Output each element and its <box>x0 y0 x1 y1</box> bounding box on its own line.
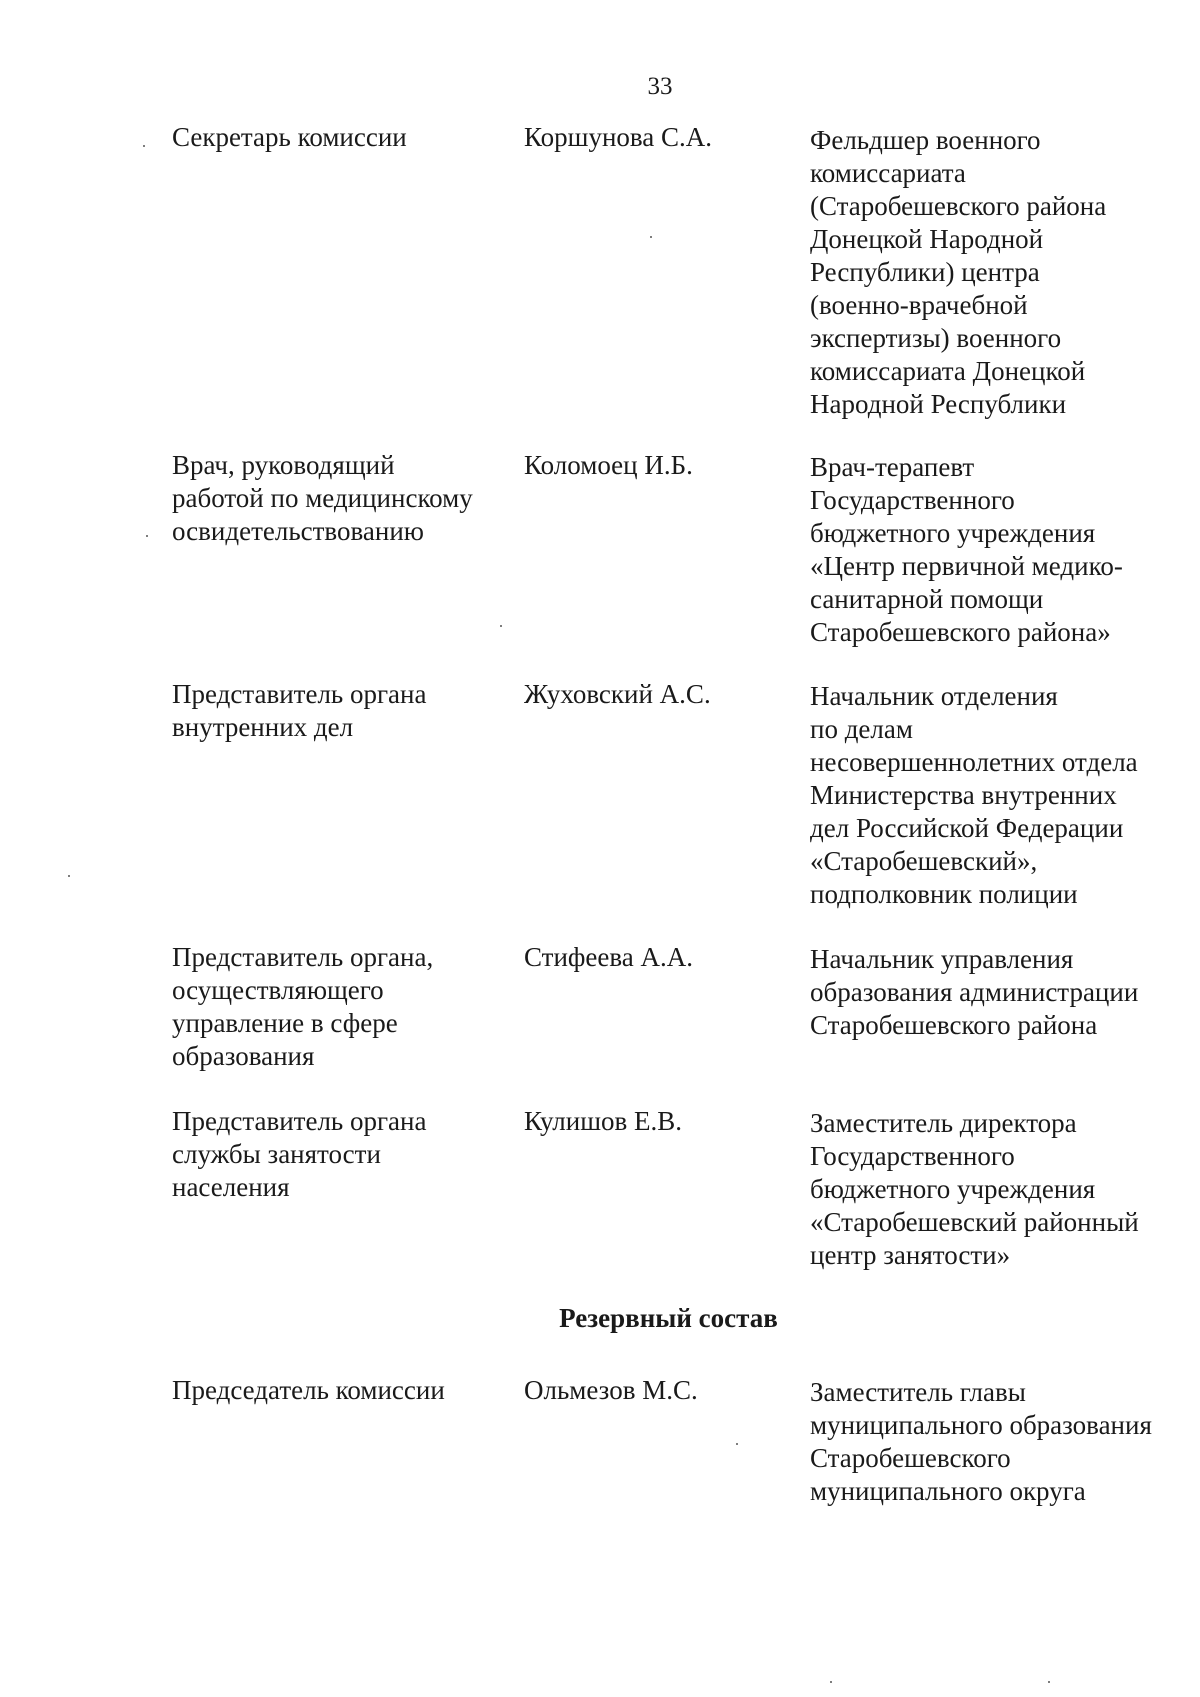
member-position: Начальник управления образования администрации Старобешевского района <box>810 944 1139 1040</box>
member-role: Представитель органа службы занятости населения <box>172 1106 427 1202</box>
member-name: Коломоец И.Б. <box>524 450 693 480</box>
member-role: Врач, руководящий работой по медицинскому освидетельствованию <box>172 450 473 546</box>
member-name: Кулишов Е.В. <box>524 1106 683 1136</box>
member-role: Представитель органа внутренних дел <box>172 679 427 742</box>
member-name: Ольмезов М.С. <box>524 1375 698 1405</box>
scan-speck <box>1048 1681 1050 1683</box>
member-position: Заместитель директора Государственного бюджетного учреждения «Старобешевский районный центр занятости» <box>810 1108 1139 1270</box>
page-number: 33 <box>647 73 673 100</box>
member-position: Врач-терапевт Государственного бюджетного учреждения «Центр первичной медико- санитарной помощи Старобешевского района» <box>810 452 1123 647</box>
scan-speck <box>650 236 652 238</box>
member-role: Представитель органа, осуществляющего управление в сфере образования <box>172 942 434 1071</box>
member-position: Фельдшер военного комиссариата (Старобешевского района Донецкой Народной Республики) центра (военно-врачебной экспертизы) военного комиссариата Донецкой Народной Республики <box>810 125 1107 419</box>
reserve-heading: Резервный состав <box>559 1303 778 1333</box>
member-name: Стифеева А.А. <box>524 942 693 972</box>
scan-speck <box>68 875 70 877</box>
scan-speck <box>830 1681 832 1683</box>
member-role: Председатель комиссии <box>172 1375 445 1405</box>
member-position: Начальник отделения по делам несовершеннолетних отдела Министерства внутренних дел Российской Федерации «Старобешевский», подполковник полиции <box>810 681 1138 909</box>
member-position: Заместитель главы муниципального образования Старобешевского муниципального округа <box>810 1377 1152 1506</box>
member-role: Секретарь комиссии <box>172 122 407 152</box>
scan-speck <box>146 535 148 537</box>
member-name: Коршунова С.А. <box>524 122 713 152</box>
member-name: Жуховский А.С. <box>524 679 711 709</box>
scan-speck <box>143 145 145 147</box>
scan-speck <box>500 625 502 627</box>
scan-speck <box>736 1443 738 1445</box>
